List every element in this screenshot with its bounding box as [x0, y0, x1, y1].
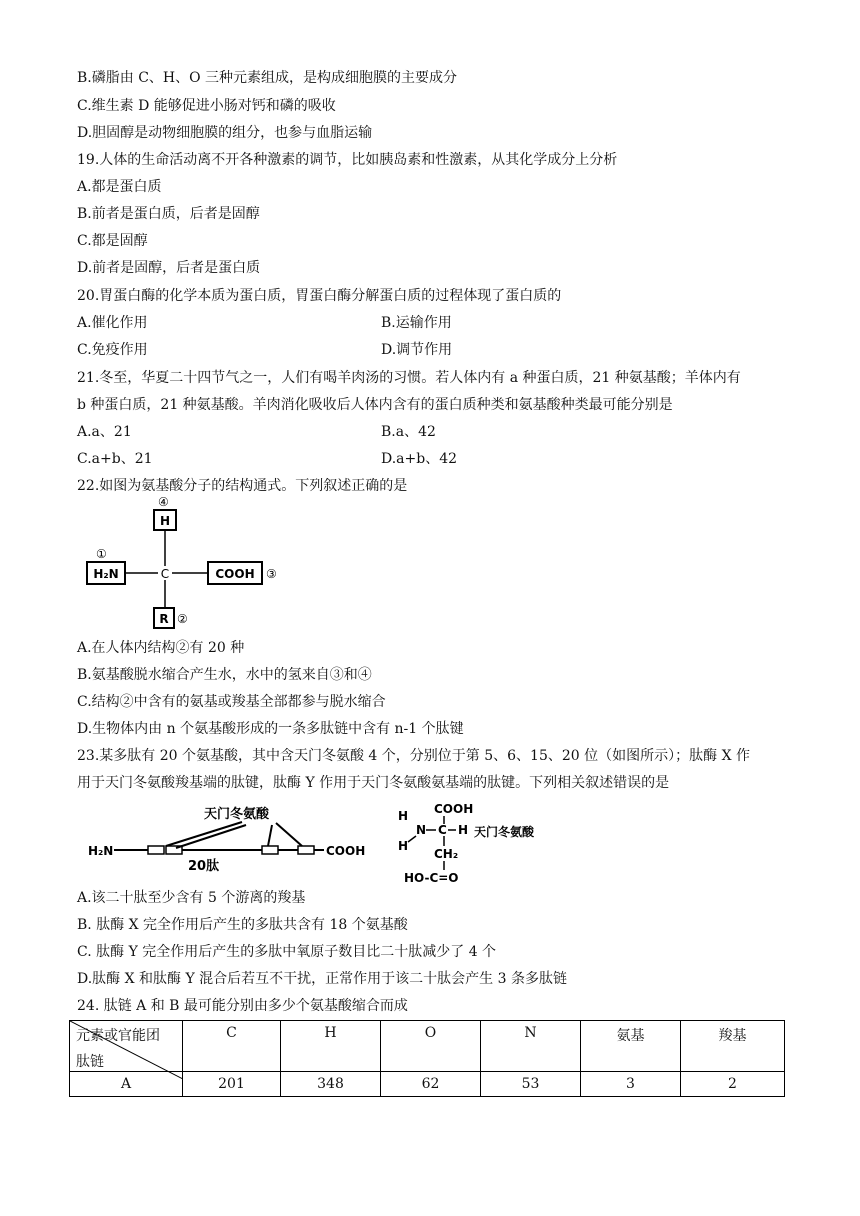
- option-20d: D.调节作用: [381, 342, 453, 358]
- option-19c: C.都是固醇: [77, 233, 148, 249]
- option-20a: A.催化作用: [77, 315, 148, 331]
- svg-text:H: H: [458, 823, 469, 837]
- column-header: O: [381, 1021, 481, 1072]
- column-header: 羧基: [681, 1021, 785, 1072]
- header-chain-label: 肽链: [76, 1054, 104, 1070]
- mark-1: ①: [96, 547, 107, 561]
- twenty-peptide-label: 20肽: [188, 859, 220, 874]
- mark-4: ④: [158, 495, 169, 509]
- question-23-line1: 23.某多肽有 20 个氨基酸，其中含天门冬氨酸 4 个，分别位于第 5、6、15、20 位（如图所示）；肽酶 X 作: [77, 748, 750, 764]
- option-21c: C.a+b、21: [77, 451, 153, 467]
- option-19d: D.前者是固醇，后者是蛋白质: [77, 260, 261, 276]
- option-23b: B. 肽酶 X 完全作用后产生的多肽共含有 18 个氨基酸: [77, 917, 408, 933]
- question-21-line2: b 种蛋白质，21 种氨基酸。羊肉消化吸收后人体内含有的蛋白质种类和氨基酸种类最可能分别是: [77, 397, 673, 413]
- box-h-label: H: [159, 514, 171, 528]
- svg-text:C: C: [438, 823, 447, 837]
- row-name: A: [70, 1072, 183, 1097]
- aspartate-structure-name: 天门冬氨酸: [474, 825, 535, 839]
- header-element-label: 元素或官能团: [76, 1028, 160, 1044]
- column-header: N: [481, 1021, 581, 1072]
- box-h2n-label: H₂N: [93, 567, 119, 581]
- svg-text:H: H: [398, 809, 409, 823]
- option-20b: B.运输作用: [381, 315, 452, 331]
- aspartic-acid-structure: [392, 800, 572, 886]
- box-r-label: R: [159, 612, 169, 626]
- question-22: 22.如图为氨基酸分子的结构通式。下列叙述正确的是: [77, 478, 408, 494]
- table-cell: 3: [581, 1072, 681, 1097]
- option-23d: D.肽酶 X 和肽酶 Y 混合后若互不干扰，正常作用于该二十肽会产生 3 条多肽链: [77, 971, 567, 987]
- svg-text:N: N: [416, 823, 427, 837]
- question-20: 20.胃蛋白酶的化学本质为蛋白质，胃蛋白酶分解蛋白质的过程体现了蛋白质的: [77, 288, 562, 304]
- table-cell: 201: [183, 1072, 281, 1097]
- table-cell: 2: [681, 1072, 785, 1097]
- box-cooh-label: COOH: [215, 567, 255, 581]
- option-18b: B.磷脂由 C、H、O 三种元素组成，是构成细胞膜的主要成分: [77, 70, 458, 86]
- option-21a: A.a、21: [77, 424, 132, 440]
- c-terminus: COOH: [326, 844, 366, 858]
- n-terminus: H₂N: [88, 844, 114, 858]
- question-21-line1: 21.冬至，华夏二十四节气之一，人们有喝羊肉汤的习惯。若人体内有 a 种蛋白质，21 种氨基酸；羊体内有: [77, 370, 741, 386]
- question-19: 19.人体的生命活动离不开各种激素的调节，比如胰岛素和性激素，从其化学成分上分析: [77, 152, 618, 168]
- option-18c: C.维生素 D 能够促进小肠对钙和磷的吸收: [77, 98, 336, 114]
- mark-3: ③: [266, 567, 277, 581]
- option-18d: D.胆固醇是动物细胞膜的组分，也参与血脂运输: [77, 125, 373, 141]
- diagonal-header-cell: [70, 1021, 183, 1072]
- option-22a: A.在人体内结构②有 20 种: [77, 640, 245, 656]
- question-24: 24. 肽链 A 和 B 最可能分别由多少个氨基酸缩合而成: [77, 998, 408, 1014]
- peptide-composition-table: [69, 1020, 785, 1097]
- option-20c: C.免疫作用: [77, 342, 148, 358]
- option-22d: D.生物体内由 n 个氨基酸形成的一条多肽链中含有 n-1 个肽键: [77, 721, 464, 737]
- aspartate-label: 天门冬氨酸: [204, 807, 270, 822]
- option-22b: B.氨基酸脱水缩合产生水，水中的氢来自③和④: [77, 667, 372, 683]
- svg-text:COOH: COOH: [434, 802, 474, 816]
- table-cell: 348: [281, 1072, 381, 1097]
- table-header-row: [70, 1021, 785, 1072]
- svg-text:HO-C=O: HO-C=O: [404, 871, 459, 885]
- column-header: C: [183, 1021, 281, 1072]
- option-22c: C.结构②中含有的氨基或羧基全部都参与脱水缩合: [77, 694, 386, 710]
- amino-acid-structure-figure: [80, 494, 300, 634]
- svg-text:CH₂: CH₂: [434, 847, 459, 861]
- option-19a: A.都是蛋白质: [77, 179, 162, 195]
- twenty-peptide-figure: [84, 798, 384, 878]
- option-21d: D.a+b、42: [381, 451, 458, 467]
- question-23-line2: 用于天门冬氨酸羧基端的肽键，肽酶 Y 作用于天门冬氨酸氨基端的肽键。下列相关叙述错误的是: [77, 775, 670, 791]
- mark-2: ②: [177, 612, 188, 626]
- option-23c: C. 肽酶 Y 完全作用后产生的多肽中氧原子数目比二十肽减少了 4 个: [77, 944, 497, 960]
- column-header: 氨基: [581, 1021, 681, 1072]
- option-23a: A.该二十肽至少含有 5 个游离的羧基: [77, 890, 306, 906]
- table-cell: 53: [481, 1072, 581, 1097]
- table-cell: 62: [381, 1072, 481, 1097]
- option-21b: B.a、42: [381, 424, 436, 440]
- center-carbon: C: [160, 567, 170, 581]
- svg-text:H: H: [398, 839, 409, 853]
- option-19b: B.前者是蛋白质，后者是固醇: [77, 206, 260, 222]
- column-header: H: [281, 1021, 381, 1072]
